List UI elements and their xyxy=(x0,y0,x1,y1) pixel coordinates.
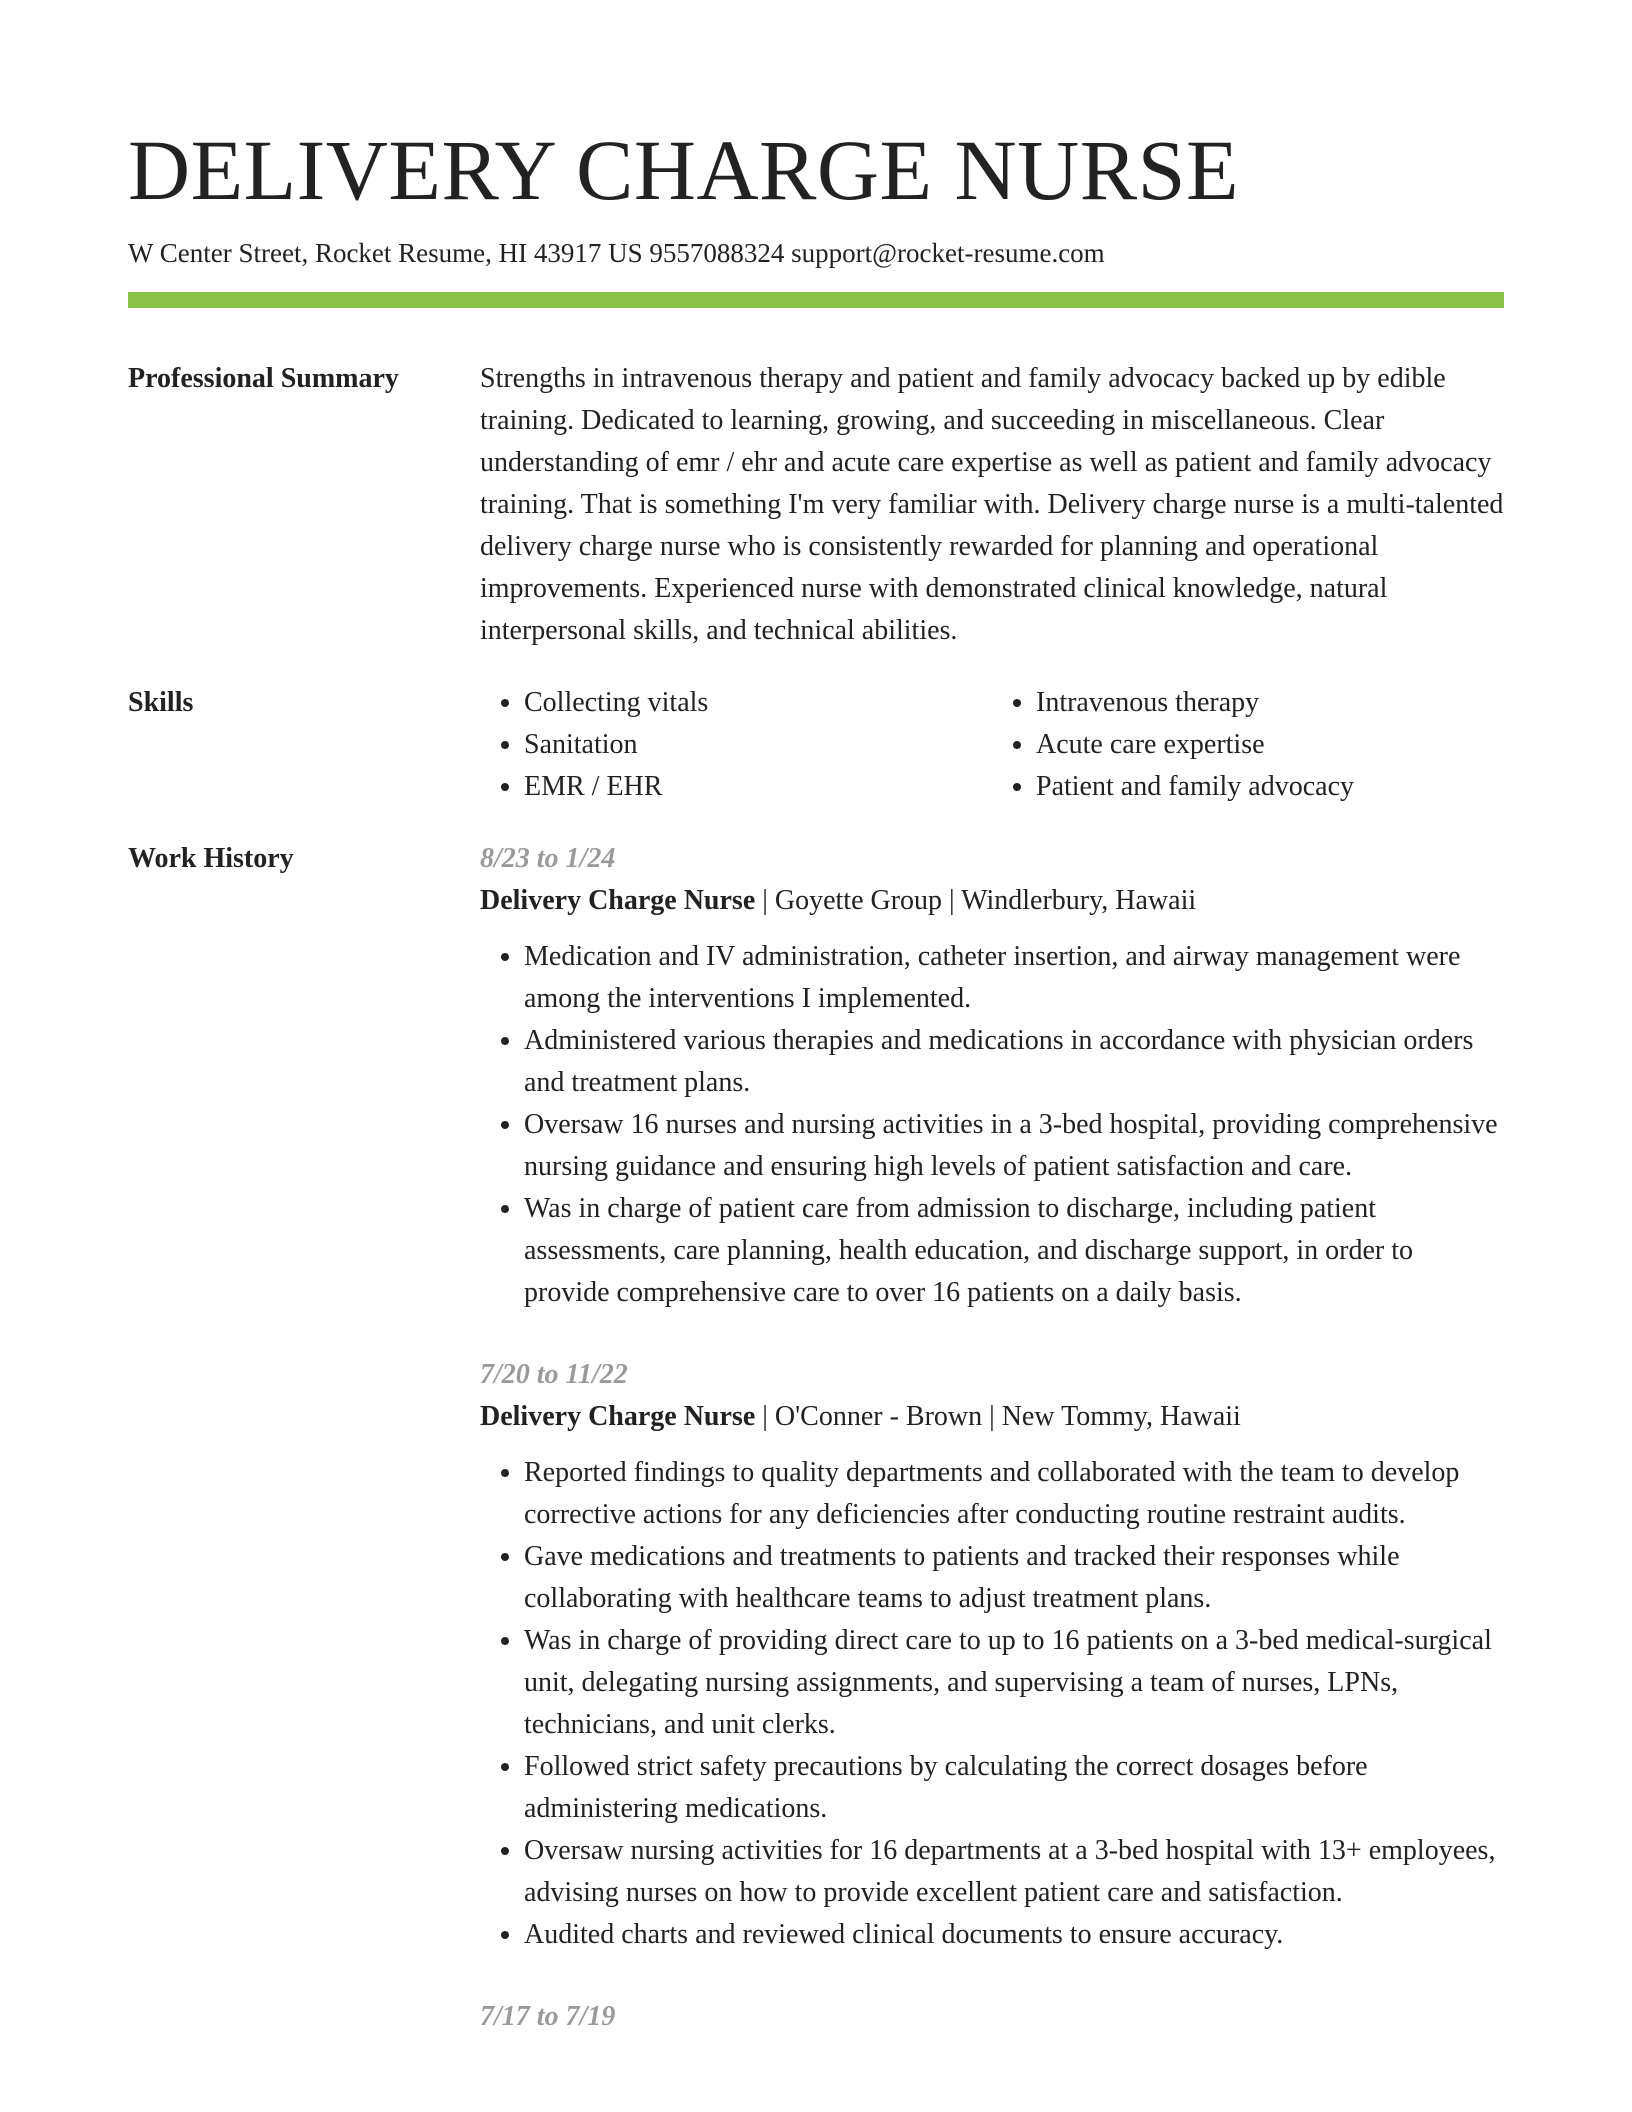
skills-section xyxy=(128,682,1504,808)
skills-label: Skills xyxy=(128,687,194,718)
job-entry xyxy=(480,1354,1504,1956)
skill-item: • EMR / EHR xyxy=(524,766,992,808)
job-title: Delivery Charge Nurse xyxy=(480,1401,756,1432)
job-date: 7/17 to 7/19 xyxy=(480,2001,616,2032)
skill-item: • Intravenous therapy xyxy=(1036,682,1504,724)
work-history-section xyxy=(128,838,1504,2078)
job-bullet: • Reported findings to quality departments and collaborated with the team to develop corrective actions for any deficiencies after conducting routine restraint audits. xyxy=(524,1452,1504,1536)
skill-item: • Collecting vitals xyxy=(524,682,992,724)
summary-section xyxy=(128,358,1504,652)
header-divider xyxy=(128,292,1504,308)
job-bullet: • Was in charge of providing direct care to up to 16 patients on a 3-bed medical-surgical unit, delegating nursing assignments, and supervising a team of nurses, LPNs, technicians, and unit clerks. xyxy=(524,1620,1504,1746)
job-employer-location: | Goyette Group | Windlerbury, Hawaii xyxy=(755,885,1197,916)
job-bullet: • Followed strict safety precautions by calculating the correct dosages before administering medications. xyxy=(524,1746,1504,1830)
contact-line: W Center Street, Rocket Resume, HI 43917 US 9557088324 support@rocket-resume.com xyxy=(128,238,1105,268)
work-history-label: Work History xyxy=(128,843,294,874)
job-entry xyxy=(480,838,1504,1314)
job-title-line xyxy=(480,880,1504,922)
job-employer-location: | O'Conner - Brown | New Tommy, Hawaii xyxy=(755,1401,1241,1432)
job-title-line xyxy=(480,1396,1504,1438)
job-bullet: • Oversaw 16 nurses and nursing activities in a 3-bed hospital, providing comprehensive nursing guidance and ensuring high levels of patient satisfaction and care. xyxy=(524,1104,1504,1188)
resume-name: DELIVERY CHARGE NURSE xyxy=(128,122,1239,218)
skill-item: • Sanitation xyxy=(524,724,992,766)
skill-item: • Patient and family advocacy xyxy=(1036,766,1504,808)
job-bullet: • Gave medications and treatments to patients and tracked their responses while collaborating with healthcare teams to adjust treatment plans. xyxy=(524,1536,1504,1620)
job-bullet: • Administered various therapies and medications in accordance with physician orders and treatment plans. xyxy=(524,1020,1504,1104)
job-entry xyxy=(480,1996,1504,2038)
job-bullets xyxy=(480,1452,1504,1956)
job-bullet: • Medication and IV administration, catheter insertion, and airway management were among the interventions I implemented. xyxy=(524,936,1504,1020)
job-bullet: • Oversaw nursing activities for 16 departments at a 3-bed hospital with 13+ employees, advising nurses on how to provide excellent patient care and satisfaction. xyxy=(524,1830,1504,1914)
job-bullet: • Was in charge of patient care from admission to discharge, including patient assessments, care planning, health education, and discharge support, in order to provide comprehensive care to over 16 patients on a daily basis. xyxy=(524,1188,1504,1314)
job-title: Delivery Charge Nurse xyxy=(480,885,756,916)
job-date: 8/23 to 1/24 xyxy=(480,843,616,874)
summary-label: Professional Summary xyxy=(128,363,399,394)
skills-column-1 xyxy=(480,682,992,808)
skills-column-2 xyxy=(992,682,1504,808)
job-bullets xyxy=(480,936,1504,1314)
summary-text: Strengths in intravenous therapy and patient and family advocacy backed up by edible training. Dedicated to learning, growing, and succeeding in miscellaneous. Clear understanding of emr / ehr and acute care expertise as well as patient and family advocacy training. That is something I'm very familiar with. Delivery charge nurse is a multi-talented delivery charge nurse who is consistently rewarded for planning and operational improvements. Experienced nurse with demonstrated clinical knowledge, natural interpersonal skills, and technical abilities. xyxy=(480,363,1504,646)
job-bullet: • Audited charts and reviewed clinical documents to ensure accuracy. xyxy=(524,1914,1504,1956)
skill-item: • Acute care expertise xyxy=(1036,724,1504,766)
job-date: 7/20 to 11/22 xyxy=(480,1359,628,1390)
skills-grid xyxy=(480,682,1504,808)
